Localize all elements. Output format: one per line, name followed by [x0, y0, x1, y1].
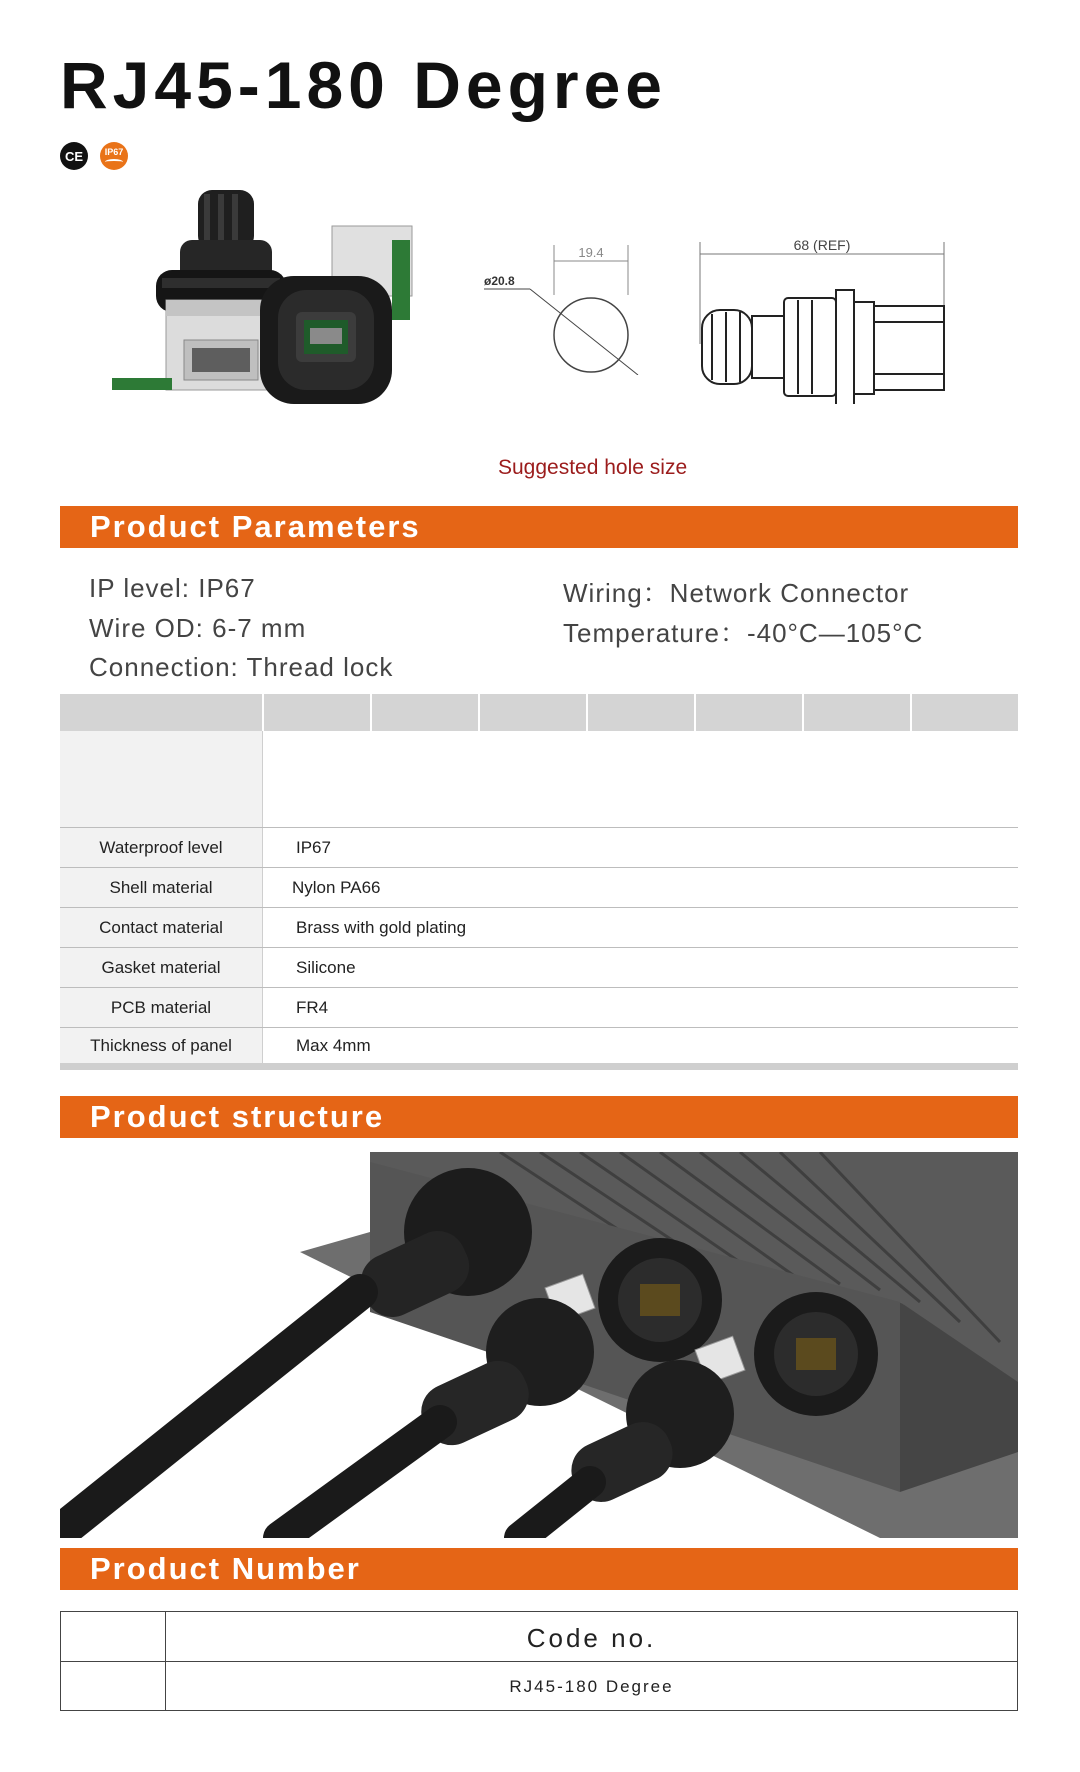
- hole-size-caption: Suggested hole size: [498, 456, 688, 479]
- length-label: 68 (REF): [793, 237, 851, 253]
- spec-label: Shell material: [60, 868, 262, 908]
- param-ip-level: IP level: IP67: [89, 573, 256, 603]
- ip67-badge-icon: [100, 142, 128, 170]
- hole-size-drawing: [470, 235, 660, 375]
- param-connection: Connection: Thread lock: [89, 652, 394, 682]
- spec-table-blank-cell: [60, 731, 262, 827]
- product-parameters-heading: Product Parameters: [60, 506, 1018, 548]
- code-no-value: RJ45-180 Degree: [509, 1677, 674, 1696]
- spec-row: [60, 867, 1018, 908]
- receptacle-connector-image: [260, 226, 412, 404]
- ce-mark-label: CE: [64, 148, 84, 164]
- spec-value: Silicone: [296, 958, 356, 977]
- spec-label: Thickness of panel: [60, 1028, 262, 1064]
- spec-row: [60, 987, 1018, 1028]
- spec-row: [60, 1027, 1018, 1064]
- hole-diameter-label: ø20.8: [484, 274, 515, 288]
- product-number-table: [60, 1611, 1018, 1711]
- page-title: RJ45-180 Degree: [60, 48, 667, 122]
- length-drawing: [692, 234, 954, 404]
- receptacle-port-image: [754, 1292, 878, 1416]
- ip67-badge-label: IP67: [104, 146, 124, 157]
- spec-label: PCB material: [60, 988, 262, 1028]
- code-no-header: Code no.: [526, 1623, 657, 1653]
- hole-width-label: 19.4: [578, 245, 604, 260]
- spec-row: [60, 827, 1018, 868]
- spec-value: Brass with gold plating: [296, 918, 467, 937]
- spec-value: FR4: [296, 998, 329, 1017]
- spec-row: [60, 947, 1018, 988]
- spec-label: Waterproof level: [60, 828, 262, 868]
- spec-table-header: [60, 694, 1018, 731]
- structure-photo: [60, 1152, 1018, 1538]
- product-structure-heading: Product structure: [60, 1096, 1018, 1138]
- param-wire-od: Wire OD: 6-7 mm: [89, 613, 307, 643]
- param-wiring: Wiring：Network Connector: [563, 578, 910, 608]
- ce-mark-icon: [60, 142, 88, 170]
- receptacle-port-image: [598, 1238, 722, 1362]
- spec-row: [60, 907, 1018, 948]
- spec-value: Nylon PA66: [292, 878, 381, 897]
- spec-value: IP67: [296, 838, 331, 857]
- product-photo: [100, 180, 420, 420]
- spec-label: Contact material: [60, 908, 262, 948]
- product-number-heading: Product Number: [60, 1548, 1018, 1590]
- param-temperature: Temperature：-40°C—105°C: [563, 618, 924, 648]
- spec-value: Max 4mm: [296, 1036, 371, 1055]
- spec-label: Gasket material: [60, 948, 262, 988]
